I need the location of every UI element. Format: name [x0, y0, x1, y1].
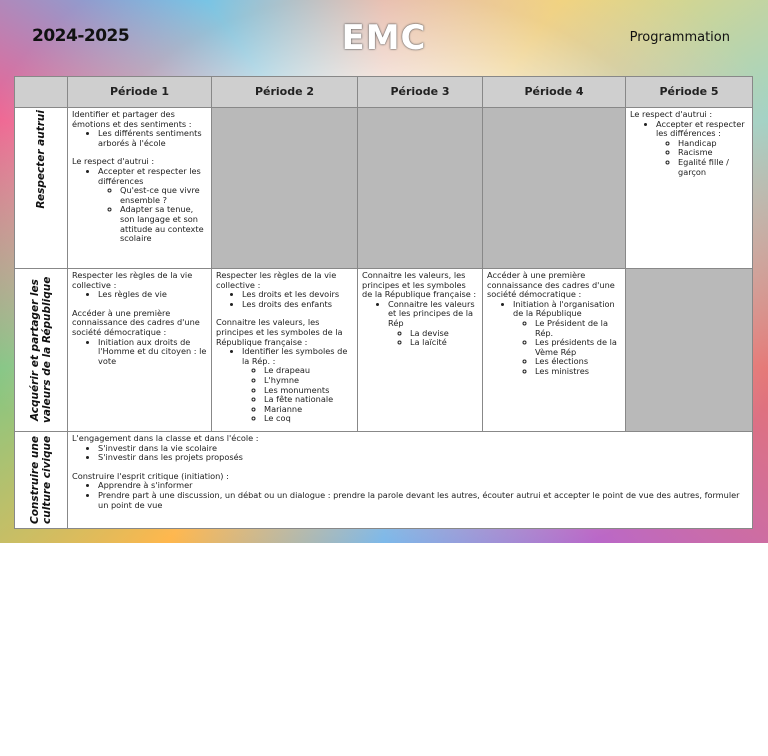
sub-list-item: ◦ Racisme — [678, 148, 748, 158]
cell-r1-p3-empty — [358, 108, 483, 269]
sub-list-item: ◦ L'hymne — [264, 376, 353, 386]
row-culture-civique — [15, 432, 753, 529]
block-title: Respecter les règles de la vie collective : — [216, 270, 337, 290]
sub-list-item: ◦ Les élections — [535, 357, 621, 367]
list-item: • Identifier les symboles de la Rép. : ◦ Le drapeau ◦ L'hymne ◦ Les monuments ◦ La fête nationale ◦ Marianne ◦ Le coq — [242, 347, 353, 424]
period-3-header: Période 3 — [358, 77, 483, 108]
row-valeurs-republique — [15, 269, 753, 432]
corner-cell — [15, 77, 68, 108]
sub-list-item: ◦ La laïcité — [410, 338, 478, 348]
list-item: • Connaitre les valeurs et les principes de la Rép ◦ La devise ◦ La laïcité — [388, 300, 478, 348]
list-item: • Les droits et les devoirs — [242, 290, 353, 300]
list-item: • Initiation à l'organisation de la République ◦ Le Président de la Rép. ◦ Les présidents de la Vème Rép ◦ Les élections ◦ Les ministres — [513, 300, 621, 377]
sub-list-item: ◦ Le drapeau — [264, 366, 353, 376]
block-title: Identifier et partager des émotions et des sentiments : — [72, 109, 192, 129]
list-item: • Les droits des enfants — [242, 300, 353, 310]
list-item: • Prendre part à une discussion, un débat ou un dialogue : prendre la parole devant les autres, écouter autrui et accepter le point de vue des autres, formuler un point de vue — [98, 491, 748, 510]
school-year: 2024-2025 — [32, 26, 130, 46]
period-4-header: Période 4 — [483, 77, 626, 108]
sub-list-item: ◦ Qu'est-ce que vivre ensemble ? — [120, 186, 207, 205]
page-header — [0, 0, 768, 75]
block-title: Accéder à une première connaissance des cadres d'une société démocratique : — [487, 270, 615, 300]
list-item: • Apprendre à s'informer — [98, 481, 748, 491]
sub-list-item: ◦ Adapter sa tenue, son langage et son attitude au contexte scolaire — [120, 205, 207, 243]
list-item: • S'investir dans les projets proposés — [98, 453, 748, 463]
sub-list-item: ◦ Le coq — [264, 414, 353, 424]
list-item: • Les règles de vie — [98, 290, 207, 300]
row-label-cell — [15, 432, 68, 529]
sub-list-item: ◦ Les ministres — [535, 367, 621, 377]
programming-table — [14, 76, 753, 529]
sub-list-item: ◦ Le Président de la Rép. — [535, 319, 621, 338]
cell-r1-p1 — [68, 108, 212, 269]
cell-r2-p3 — [358, 269, 483, 432]
sub-list-item: ◦ La fête nationale — [264, 395, 353, 405]
block-title: Accéder à une première connaissance des cadres d'une société démocratique : — [72, 307, 200, 337]
cell-r1-p5 — [626, 108, 753, 269]
list-item: • Accepter et respecter les différences : ◦ Handicap ◦ Racisme ◦ Egalité fille / garçon — [656, 120, 748, 178]
cell-r2-p4 — [483, 269, 626, 432]
block-title: L'engagement dans la classe et dans l'école : — [72, 433, 259, 443]
cell-r2-p2 — [212, 269, 358, 432]
period-2-header: Période 2 — [212, 77, 358, 108]
sub-list-item: ◦ Handicap — [678, 139, 748, 149]
block-title: Le respect d'autrui : — [72, 156, 155, 167]
row-label-cell — [15, 269, 68, 432]
list-item: • S'investir dans la vie scolaire — [98, 444, 748, 454]
list-item: • Accepter et respecter les différences ◦ Qu'est-ce que vivre ensemble ? ◦ Adapter sa tenue, son langage et son attitude au contexte scolaire — [98, 167, 207, 244]
sub-list-item: ◦ Les monuments — [264, 386, 353, 396]
sub-list-item: ◦ Egalité fille / garçon — [678, 158, 748, 177]
block-title: Connaitre les valeurs, les principes et les symboles de la République française : — [362, 270, 477, 300]
subject-title: EMC — [341, 18, 427, 58]
cell-r3-all-periods — [68, 432, 753, 529]
row-label: Respecter autrui — [35, 110, 47, 209]
sub-list-item: ◦ Marianne — [264, 405, 353, 415]
row-respecter-autrui — [15, 108, 753, 269]
cell-r1-p2-empty — [212, 108, 358, 269]
block-title: Construire l'esprit critique (initiation) : — [72, 470, 229, 481]
document-type: Programmation — [629, 30, 730, 45]
row-label: Construire une culture civique — [29, 435, 53, 525]
sub-list-item: ◦ Les présidents de la Vème Rép — [535, 338, 621, 357]
cell-r2-p1 — [68, 269, 212, 432]
block-title: Connaitre les valeurs, les principes et les symboles de la République française : — [216, 317, 343, 347]
period-1-header: Période 1 — [68, 77, 212, 108]
sub-list-item: ◦ La devise — [410, 329, 478, 339]
period-5-header: Période 5 — [626, 77, 753, 108]
block-title: Respecter les règles de la vie collective : — [72, 270, 193, 290]
list-item: • Les différents sentiments arborés à l'école — [98, 129, 207, 148]
cell-r2-p5-empty — [626, 269, 753, 432]
header-row — [15, 77, 753, 108]
cell-r1-p4-empty — [483, 108, 626, 269]
row-label-cell — [15, 108, 68, 269]
block-title: Le respect d'autrui : — [630, 109, 713, 119]
row-label: Acquérir et partager les valeurs de la République — [29, 276, 53, 424]
list-item: • Initiation aux droits de l'Homme et du citoyen : le vote — [98, 338, 207, 367]
